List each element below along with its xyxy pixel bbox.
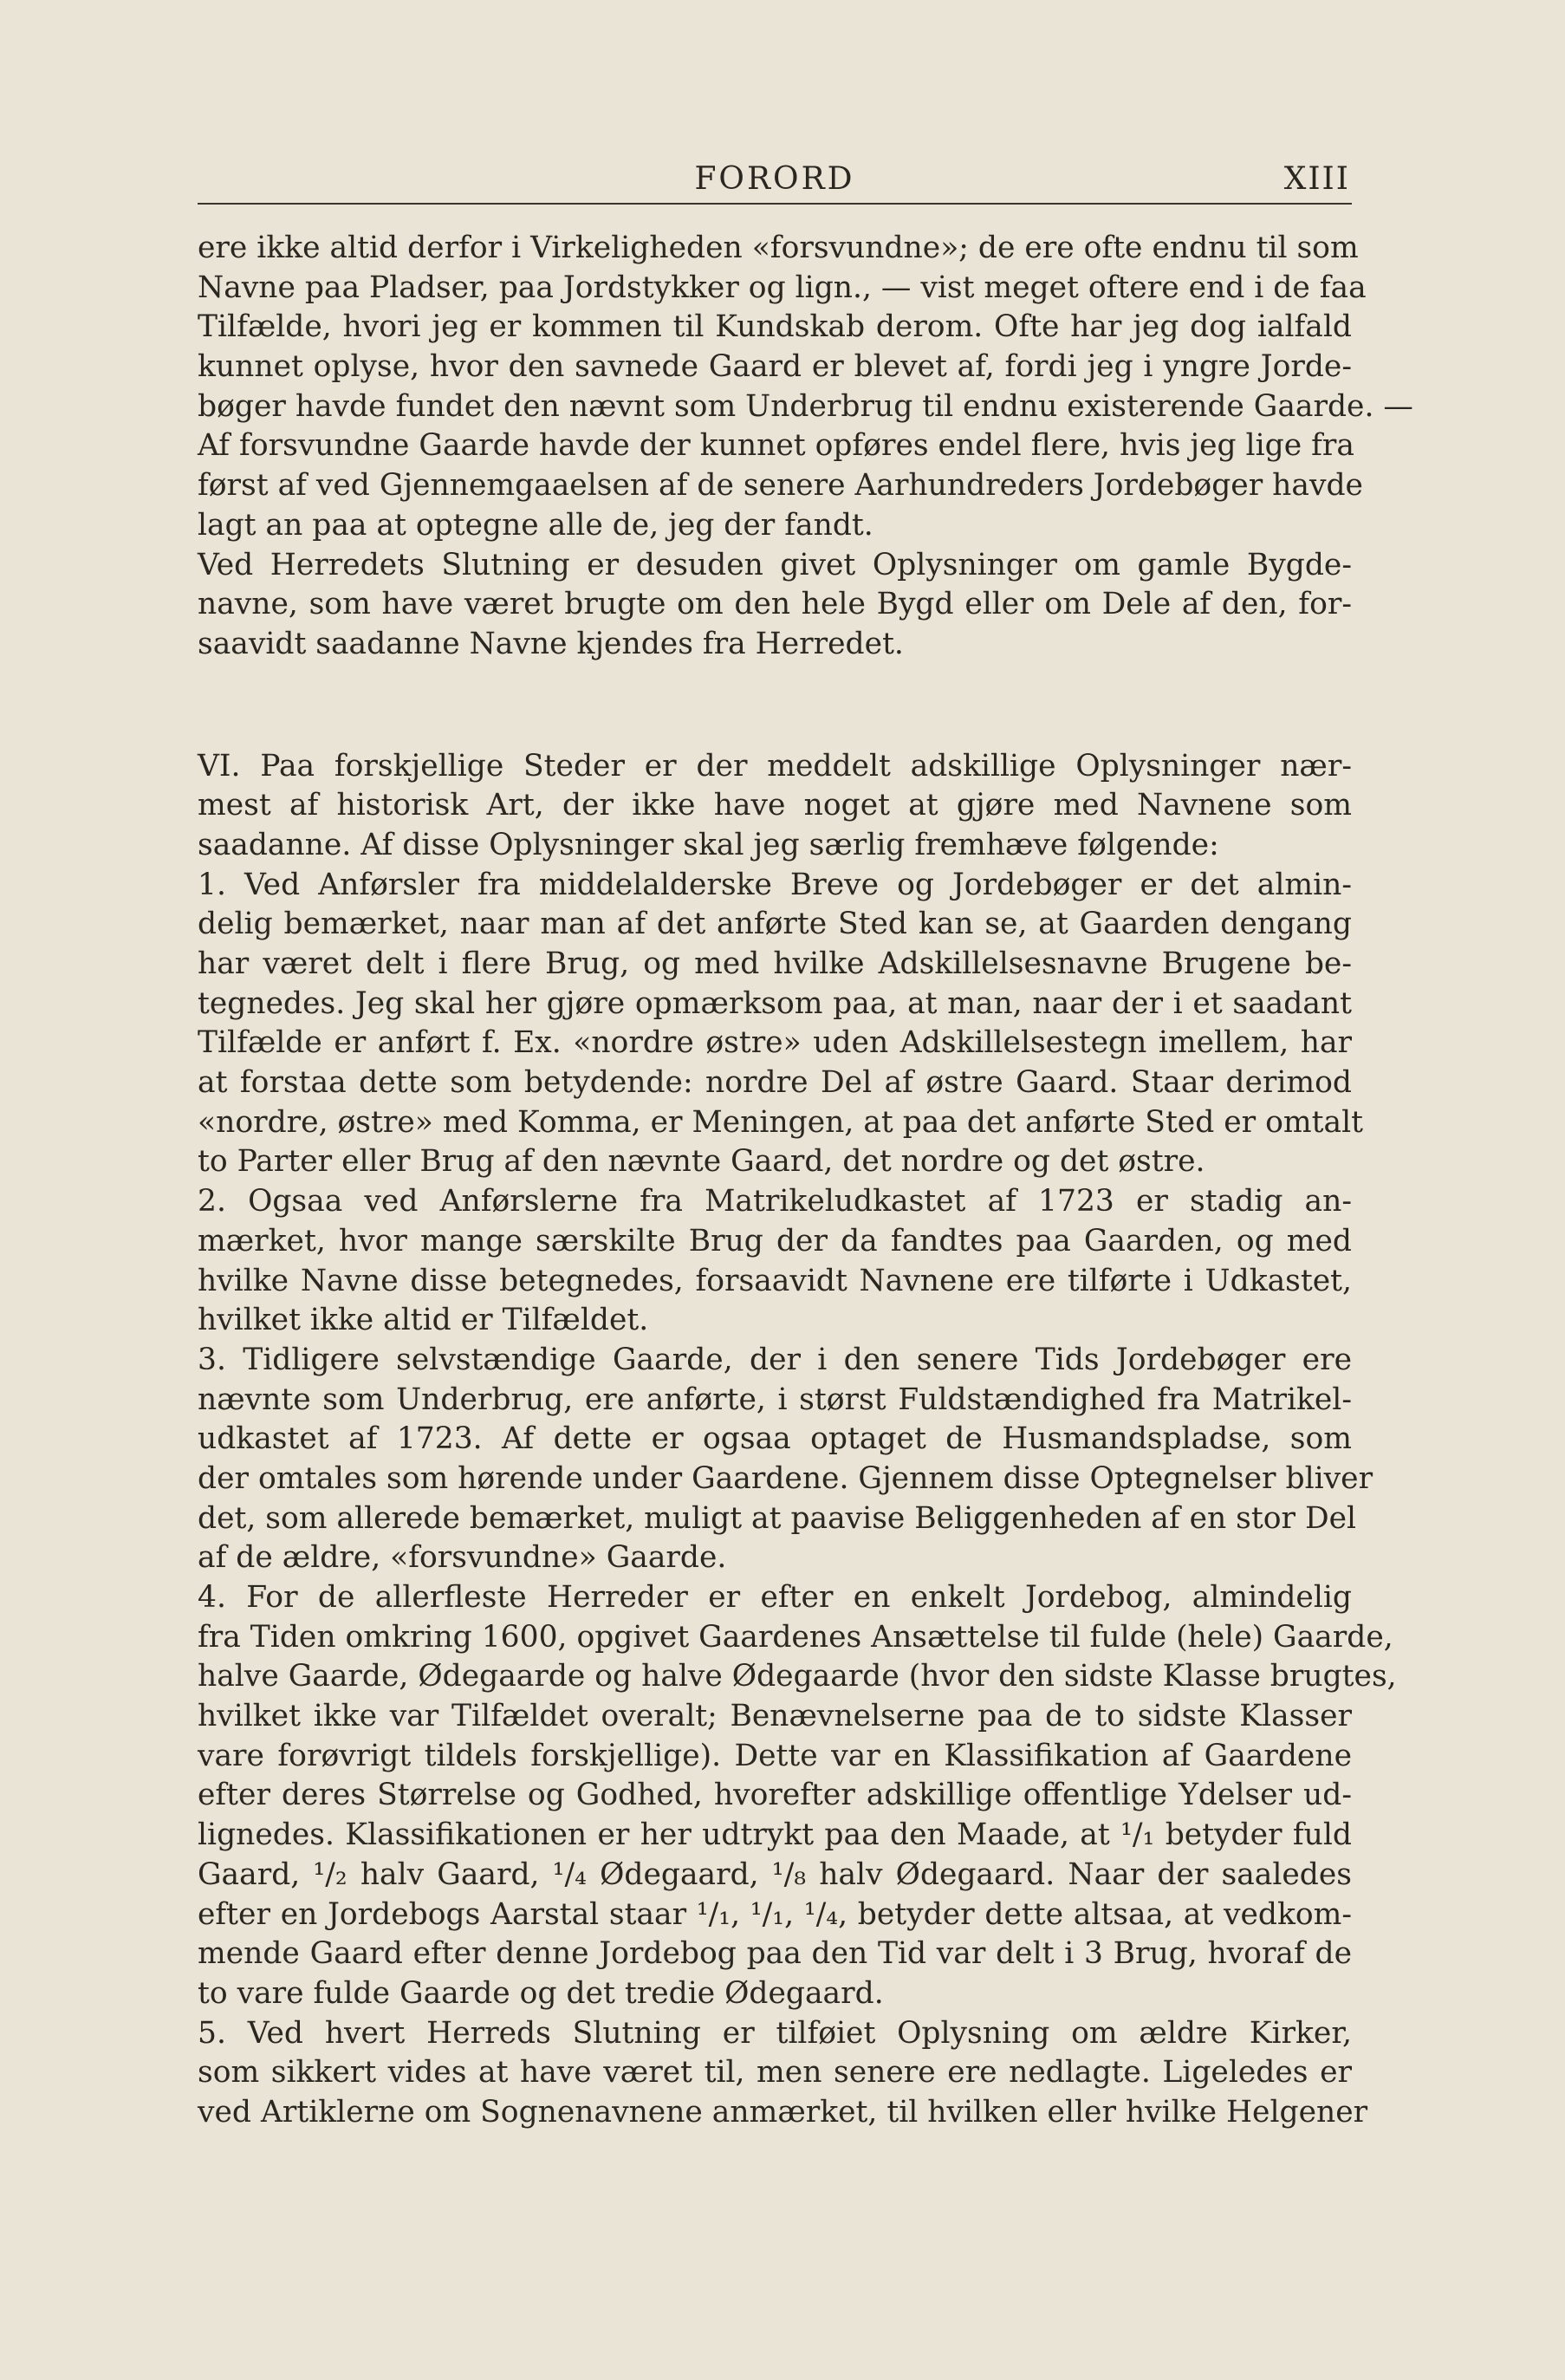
text-line: 3. Tidligere selvstændige Gaarde, der i den senere Tids Jordebøger ere [198, 1342, 1352, 1377]
paragraph [198, 1578, 1397, 2014]
text-line: navne, som have været brugte om den hele Bygd eller om Dele af den, for- [198, 587, 1352, 622]
text-line: der omtales som hørende under Gaardene. Gjennem disse Optegnelser bliver [198, 1460, 1373, 1496]
text-line: halve Gaarde, Ødegaarde og halve Ødegaarde (hvor den sidste Klasse brugtes, [198, 1659, 1397, 1694]
text-line: Tilfælde, hvori jeg er kommen til Kundskab derom. Ofte har jeg dog ialfald [198, 309, 1352, 345]
text-line: lignedes. Klassifikationen er her udtrykt paa den Maade, at ¹/₁ betyder fuld [198, 1818, 1352, 1853]
text-line: Tilfælde er anført f. Ex. «nordre østre» uden Adskillelsestegn imellem, har [198, 1025, 1352, 1061]
text-line: 4. For de allerfleste Herreder er efter en enkelt Jordebog, almindelig [198, 1580, 1352, 1615]
text-line: Gaard, ¹/₂ halv Gaard, ¹/₄ Ødegaard, ¹/₈ halv Ødegaard. Naar der saaledes [198, 1857, 1352, 1892]
text-line: to Parter eller Brug af den nævnte Gaard, det nordre og det østre. [198, 1144, 1205, 1180]
text-line: efter deres Størrelse og Godhed, hvorefter adskillige offentlige Ydelser ud- [198, 1778, 1352, 1813]
paragraph [198, 1341, 1373, 1578]
text-line: hvilke Navne disse betegnedes, forsaavidt Navnene ere tilførte i Udkastet, [198, 1263, 1352, 1298]
text-line: mest af historisk Art, der ikke have noget at gjøre med Navnene som [198, 788, 1352, 823]
text-line: 5. Ved hvert Herreds Slutning er tilføiet Oplysning om ældre Kirker, [198, 2015, 1352, 2051]
paragraph [198, 1182, 1352, 1341]
text-line: «nordre, østre» med Komma, er Meningen, at paa det anførte Sted er omtalt [198, 1104, 1363, 1140]
text-line: 1. Ved Anførsler fra middelalderske Breve og Jordebøger er det almin- [198, 867, 1352, 902]
text-line: udkastet af 1723. Af dette er ogsaa optaget de Husmandspladse, som [198, 1421, 1352, 1457]
text-line: Ved Herredets Slutning er desuden givet Oplysninger om gamle Bygde- [198, 547, 1352, 582]
running-title: FORORD [694, 161, 855, 197]
text-line: Af forsvundne Gaarde havde der kunnet opføres endel flere, hvis jeg lige fra [198, 428, 1354, 464]
running-header [198, 156, 1352, 199]
text-line: kunnet oplyse, hvor den savnede Gaard er blevet af, fordi jeg i yngre Jorde- [198, 349, 1352, 385]
page-number: XIII [1283, 161, 1350, 197]
text-line: vare forøvrigt tildels forskjellige). Dette var en Klassifikation af Gaardene [198, 1738, 1352, 1773]
text-line: saavidt saadanne Navne kjendes fra Herredet. [198, 626, 904, 661]
header-rule [198, 203, 1352, 205]
text-line: delig bemærket, naar man af det anførte Sted kan se, at Gaarden dengang [198, 907, 1352, 942]
paragraph [198, 2014, 1368, 2133]
text-line: ved Artiklerne om Sognenavnene anmærket, til hvilken eller hvilke Helgener [198, 2094, 1368, 2130]
text-line: har været delt i flere Brug, og med hvilke Adskillelsesnavne Brugene be- [198, 946, 1352, 981]
text-line: to vare fulde Gaarde og det tredie Ødegaard. [198, 1975, 884, 2011]
text-line: mærket, hvor mange særskilte Brug der da fandtes paa Gaarden, og med [198, 1223, 1352, 1258]
text-line: nævnte som Underbrug, ere anførte, i størst Fuldstændighed fra Matrikel- [198, 1382, 1352, 1417]
paragraph [198, 747, 1352, 866]
text-line: hvilket ikke altid er Tilfældet. [198, 1303, 649, 1338]
text-line: Navne paa Pladser, paa Jordstykker og lign., — vist meget oftere end i de faa [198, 270, 1367, 305]
text-line: hvilket ikke var Tilfældet overalt; Benævnelserne paa de to sidste Klasser [198, 1699, 1352, 1734]
text-line: af de ældre, «forsvundne» Gaarde. [198, 1540, 727, 1576]
text-line: fra Tiden omkring 1600, opgivet Gaardenes Ansættelse til fulde (hele) Gaarde, [198, 1619, 1393, 1655]
text-line: VI. Paa forskjellige Steder er der meddelt adskillige Oplysninger nær- [198, 748, 1352, 784]
paragraph [198, 229, 1413, 546]
paragraph [198, 546, 1352, 665]
section-gap [198, 665, 1352, 747]
text-line: lagt an paa at optegne alle de, jeg der fandt. [198, 507, 873, 543]
paragraph [198, 866, 1363, 1183]
body-text [198, 229, 1413, 2133]
text-line: som sikkert vides at have været til, men senere ere nedlagte. Ligeledes er [198, 2055, 1352, 2091]
text-line: først af ved Gjennemgaaelsen af de senere Aarhundreders Jordebøger havde [198, 468, 1363, 504]
text-line: ere ikke altid derfor i Virkeligheden «forsvundne»; de ere ofte endnu til som [198, 231, 1359, 265]
text-line: tegnedes. Jeg skal her gjøre opmærksom paa, at man, naar der i et saadant [198, 985, 1352, 1021]
text-line: bøger havde fundet den nævnt som Underbrug til endnu existerende Gaarde. — [198, 388, 1413, 424]
text-line: at forstaa dette som betydende: nordre Del af østre Gaard. Staar derimod [198, 1065, 1352, 1101]
text-line: 2. Ogsaa ved Anførslerne fra Matrikeludkastet af 1723 er stadig an- [198, 1184, 1352, 1219]
text-line: det, som allerede bemærket, muligt at paavise Beliggenheden af en stor Del [198, 1500, 1357, 1536]
text-line: mende Gaard efter denne Jordebog paa den Tid var delt i 3 Brug, hvoraf de [198, 1936, 1352, 1972]
text-line: efter en Jordebogs Aarstal staar ¹/₁, ¹/₁, ¹/₄, betyder dette altsaa, at vedkom- [198, 1896, 1352, 1932]
text-line: saadanne. Af disse Oplysninger skal jeg særlig fremhæve følgende: [198, 827, 1219, 862]
